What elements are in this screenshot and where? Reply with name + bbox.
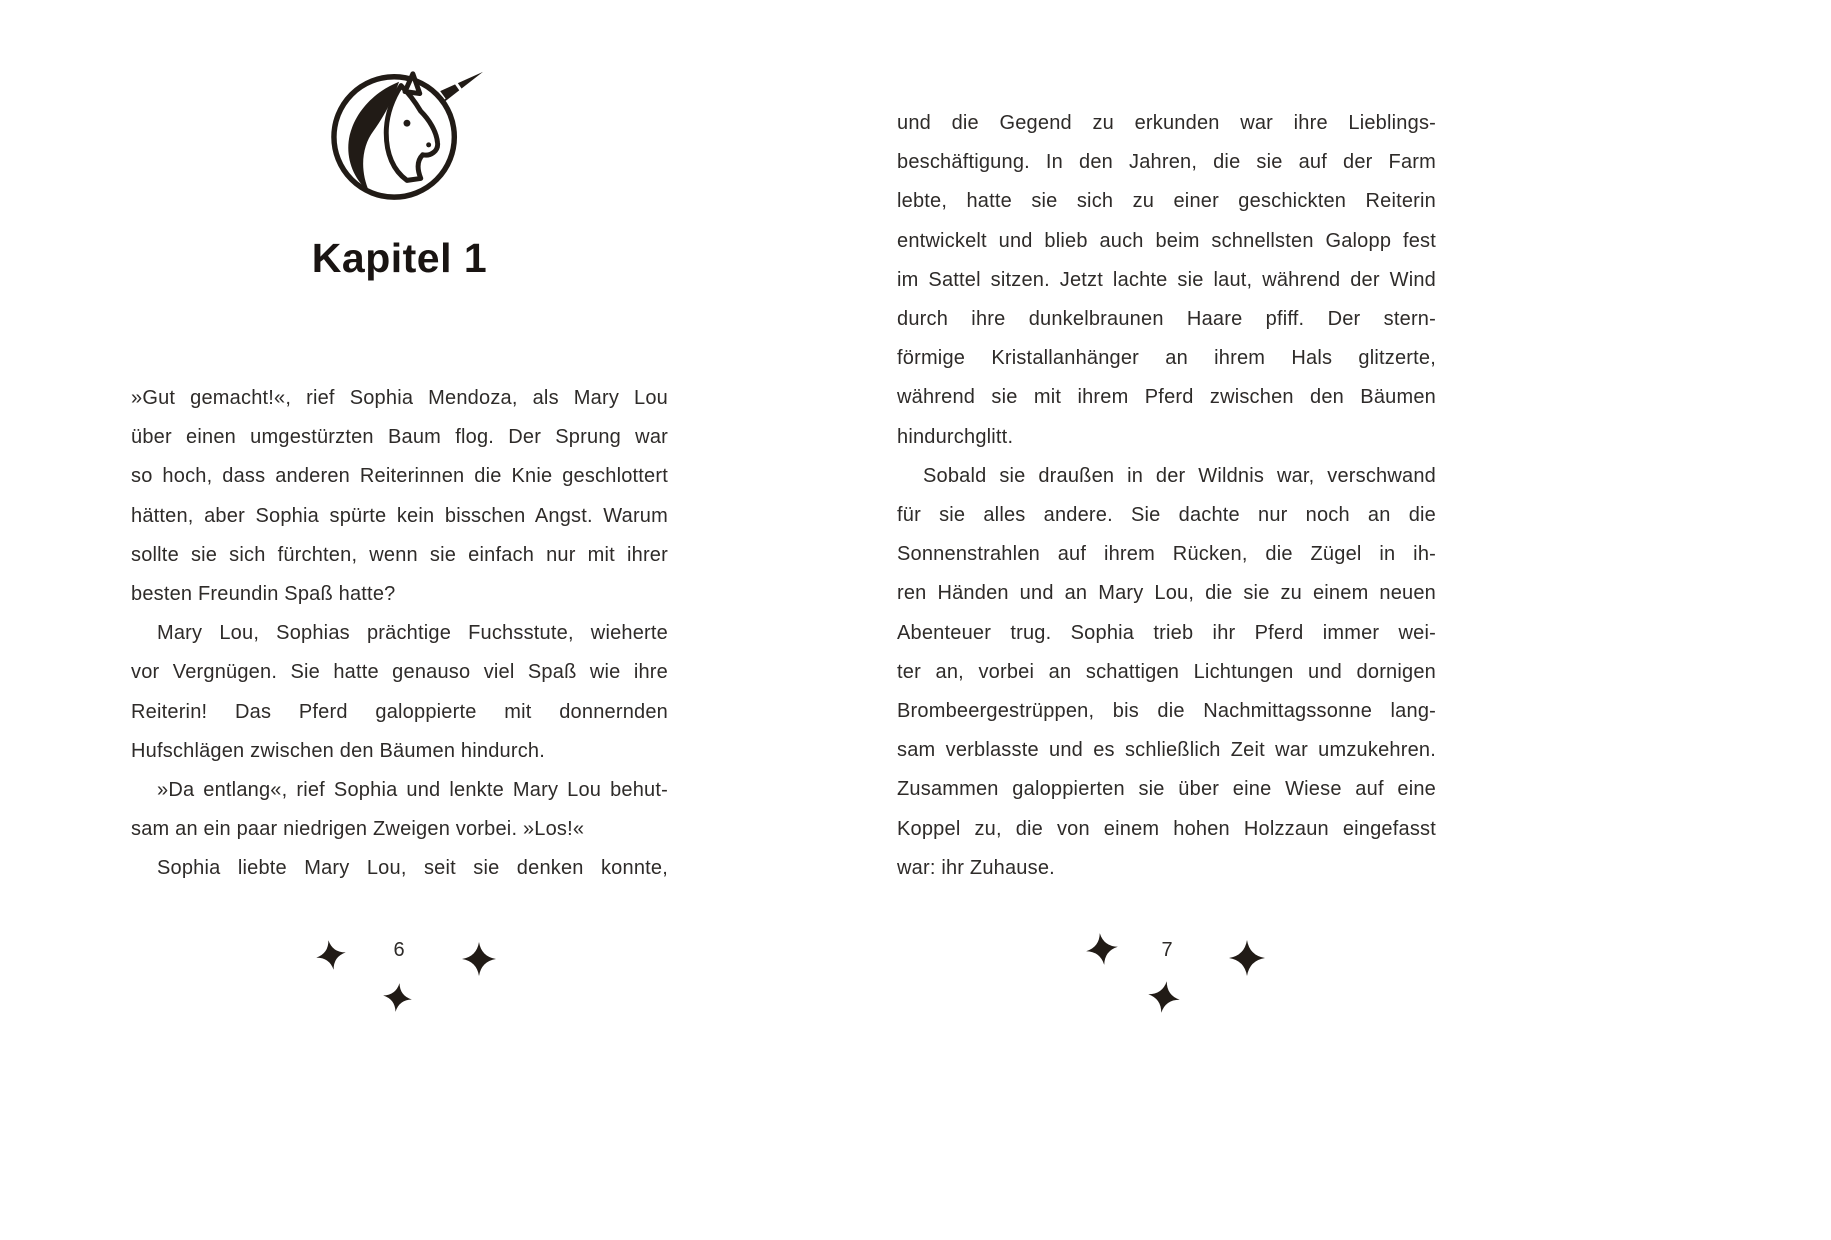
- text-line: so hoch, dass anderen Reiterinnen die Knie geschlottert: [131, 465, 668, 488]
- sparkle-star-icon: [462, 942, 496, 976]
- text-line: Abenteuer trug. Sophia trieb ihr Pferd immer wei-: [897, 621, 1436, 644]
- text-line: und die Gegend zu erkunden war ihre Lieblings-: [897, 112, 1436, 134]
- unicorn-logo-icon: [320, 60, 488, 208]
- text-line: hindurchglitt.: [897, 425, 1014, 448]
- paragraph: [897, 104, 1436, 457]
- text-line: besten Freundin Spaß hatte?: [131, 583, 396, 606]
- text-line: »Gut gemacht!«, rief Sophia Mendoza, als Mary Lou: [131, 387, 668, 409]
- text-line: lebte, hatte sie sich zu einer geschickten Reiterin: [897, 190, 1436, 213]
- text-line: hätten, aber Sophia spürte kein bisschen Angst. Warum: [131, 504, 668, 527]
- paragraph: [131, 849, 668, 888]
- text-line: Mary Lou, Sophias prächtige Fuchsstute, wieherte: [157, 622, 668, 645]
- text-line: Hufschlägen zwischen den Bäumen hindurch.: [131, 739, 546, 762]
- text-line: Koppel zu, die von einem hohen Holzzaun eingefasst: [897, 817, 1436, 840]
- paragraph: [131, 771, 668, 849]
- paragraph: [131, 614, 668, 771]
- text-line: für sie alles andere. Sie dachte nur noch an die: [897, 504, 1436, 527]
- text-line: sam verblasste und es schließlich Zeit war umzukehren.: [897, 739, 1436, 762]
- sparkle-star-icon: [314, 938, 349, 973]
- left-page-text: [131, 379, 668, 889]
- text-line: beschäftigung. In den Jahren, die sie auf der Farm: [897, 151, 1436, 174]
- paragraph: [897, 457, 1436, 888]
- text-line: ter an, vorbei an schattigen Lichtungen und dornigen: [897, 660, 1436, 683]
- text-line: Sonnenstrahlen auf ihrem Rücken, die Zügel in ih-: [897, 543, 1436, 566]
- right-page-text: [897, 104, 1436, 888]
- paragraph: [131, 379, 668, 614]
- text-line: Sophia liebte Mary Lou, seit sie denken konnte,: [157, 857, 668, 880]
- text-line: vor Vergnügen. Sie hatte genauso viel Spaß wie ihre: [131, 661, 668, 684]
- text-line: Zusammen galoppierten sie über eine Wiese auf eine: [897, 778, 1436, 801]
- text-line: förmige Kristallanhänger an ihrem Hals glitzerte,: [897, 347, 1436, 370]
- text-line: entwickelt und blieb auch beim schnellsten Galopp fest: [897, 229, 1436, 252]
- text-line: Brombeergestrüppen, bis die Nachmittagssonne lang-: [897, 700, 1436, 723]
- text-line: während sie mit ihrem Pferd zwischen den Bäumen: [897, 386, 1436, 409]
- text-line: war: ihr Zuhause.: [897, 856, 1055, 879]
- text-line: sollte sie sich fürchten, wenn sie einfach nur mit ihrer: [131, 543, 668, 566]
- text-line: »Da entlang«, rief Sophia und lenkte Mary Lou behut-: [157, 779, 668, 802]
- text-line: sam an ein paar niedrigen Zweigen vorbei. »Los!«: [131, 818, 585, 841]
- text-line: Reiterin! Das Pferd galoppierte mit donnernden: [131, 700, 668, 723]
- page-number: 7: [1161, 939, 1173, 961]
- sparkle-star-icon: [1145, 978, 1182, 1015]
- sparkle-star-icon: [381, 981, 414, 1014]
- text-line: ren Händen und an Mary Lou, die sie zu einem neuen: [897, 582, 1436, 605]
- page-number: 6: [393, 939, 405, 961]
- text-line: über einen umgestürzten Baum flog. Der Sprung war: [131, 426, 668, 449]
- sparkle-star-icon: [1229, 940, 1265, 976]
- text-line: Sobald sie draußen in der Wildnis war, verschwand: [923, 464, 1436, 487]
- text-line: im Sattel sitzen. Jetzt lachte sie laut, während der Wind: [897, 268, 1436, 291]
- text-line: durch ihre dunkelbraunen Haare pfiff. Der stern-: [897, 308, 1436, 331]
- chapter-title: Kapitel 1: [311, 235, 488, 282]
- sparkle-star-icon: [1084, 931, 1120, 967]
